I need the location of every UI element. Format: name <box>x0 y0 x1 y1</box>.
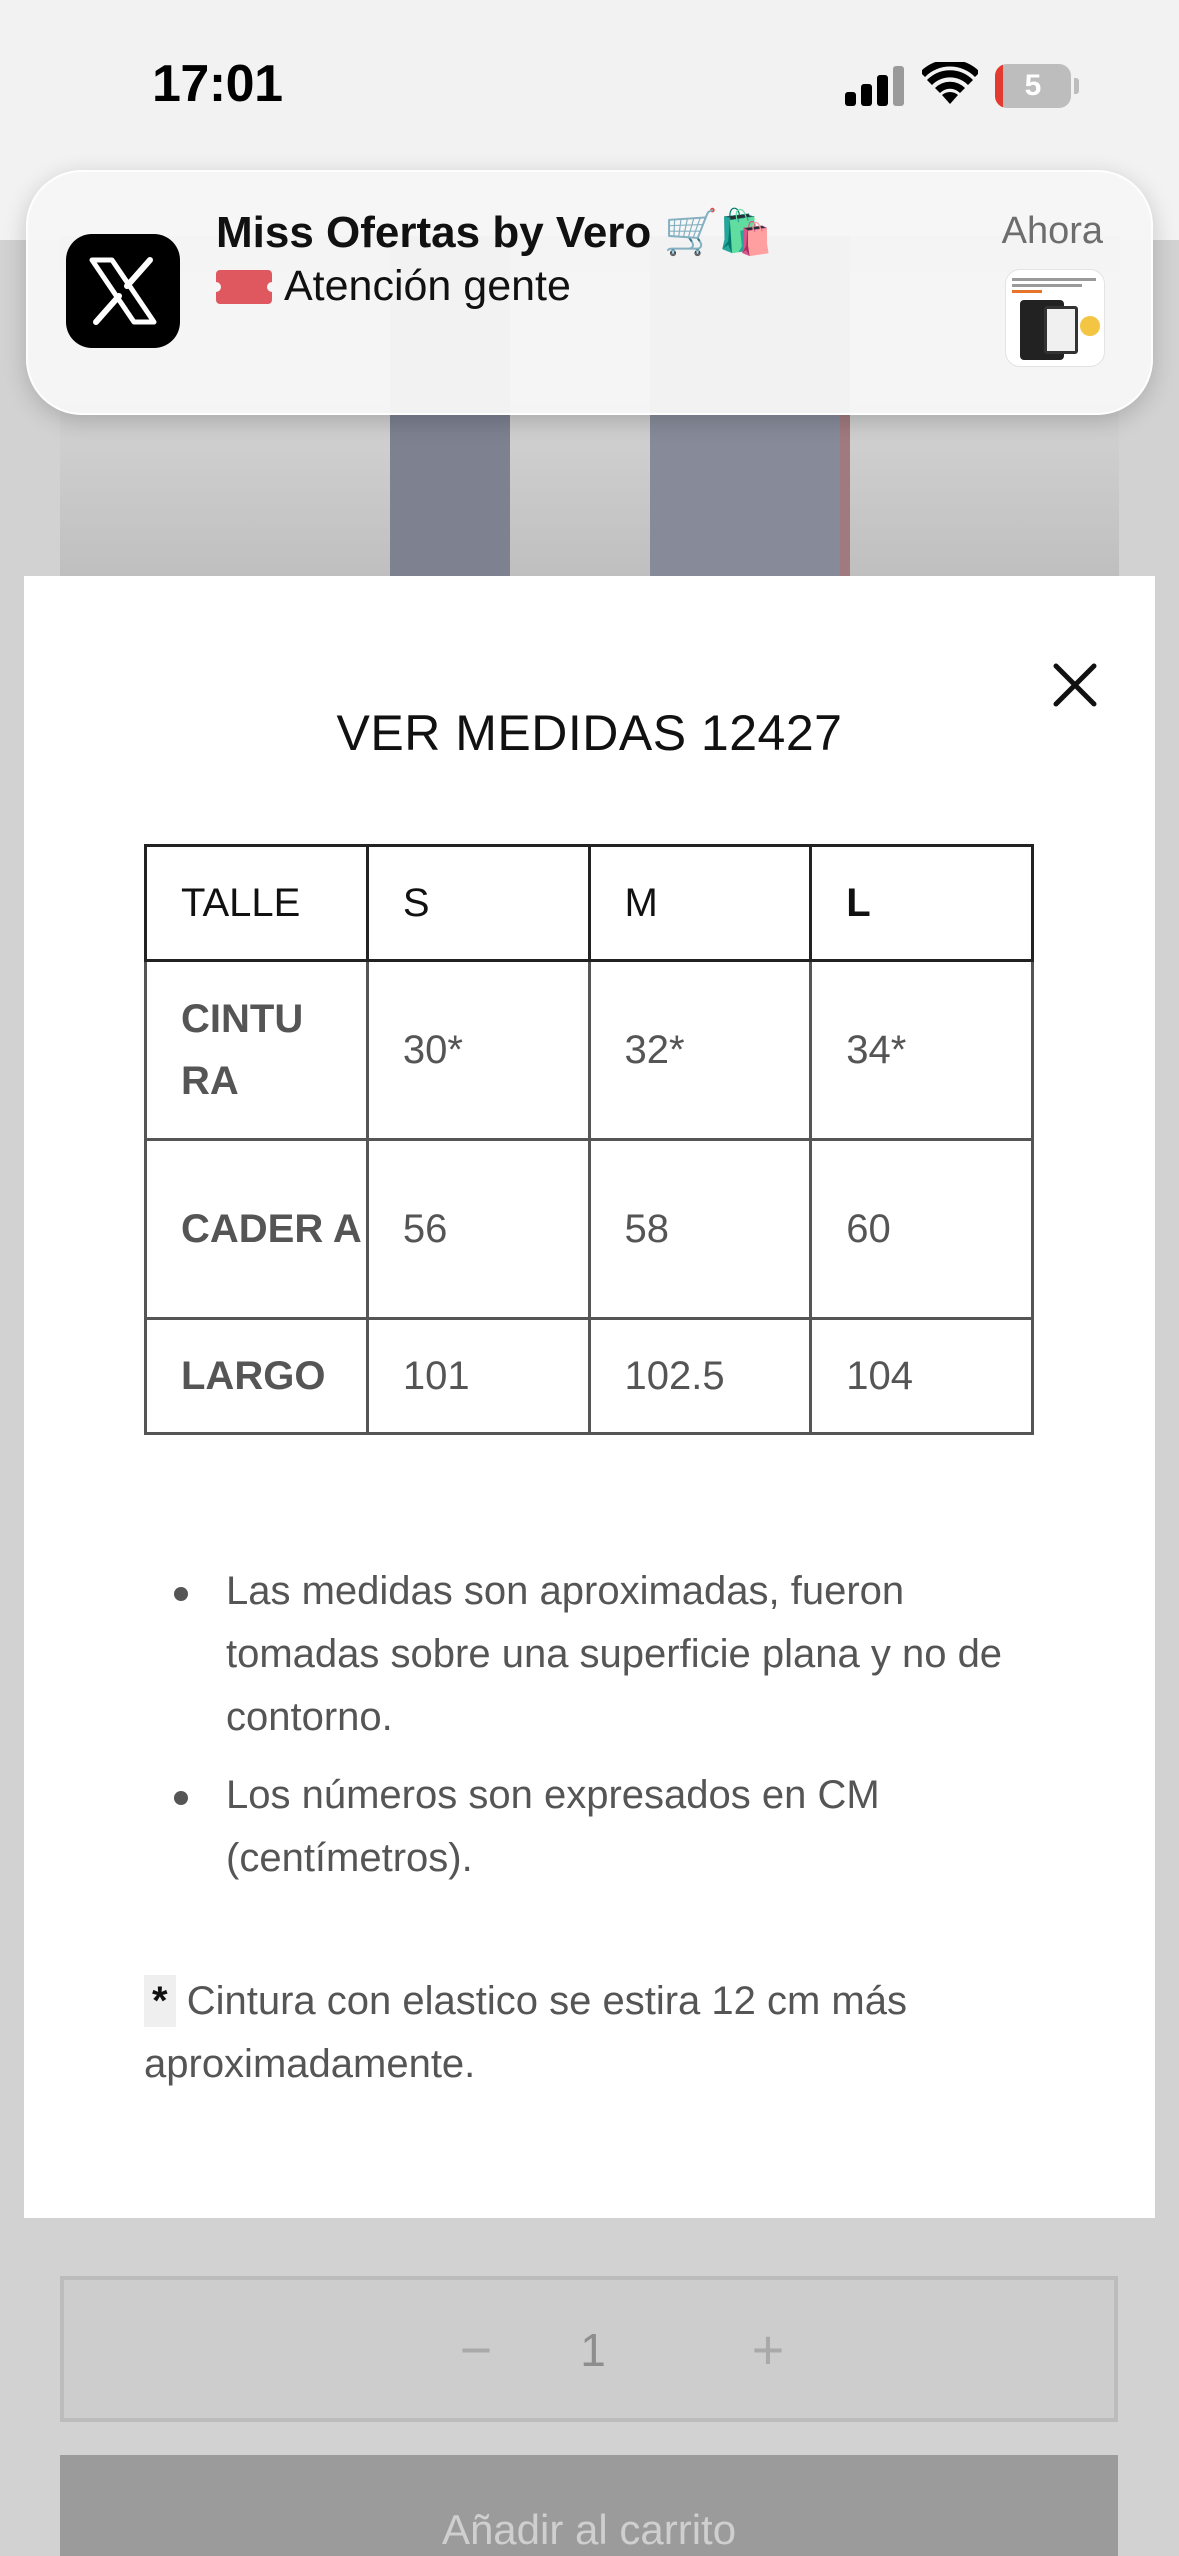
table-cell: 104 <box>811 1319 1033 1434</box>
measurement-notes <box>144 1560 1064 1905</box>
table-header-cell: M <box>589 846 811 961</box>
notification-sender: Miss Ofertas by Vero <box>216 208 652 257</box>
admit-one-ticket-icon <box>216 270 272 304</box>
thumbnail-text-line <box>1012 278 1096 281</box>
table-cell: 60 <box>811 1140 1033 1319</box>
notification-title <box>216 206 773 258</box>
quantity-value[interactable]: 1 <box>580 2324 606 2376</box>
increase-quantity-button[interactable]: + <box>751 2318 785 2381</box>
wifi-icon <box>922 62 978 106</box>
footnote-text: Cintura con elastico se estira 12 cm más aproximadamente. <box>144 1979 907 2086</box>
table-row <box>146 1140 1033 1319</box>
thumbnail-price-tag <box>1012 290 1042 293</box>
battery-icon <box>995 64 1079 110</box>
note-item: Los números son expresados en CM (centímetros). <box>144 1764 1064 1890</box>
table-header-row <box>146 846 1033 961</box>
table-cell: 34* <box>811 961 1033 1140</box>
table-cell: 101 <box>367 1319 589 1434</box>
row-label-cintura: CINTU RA <box>146 961 368 1140</box>
table-row <box>146 1319 1033 1434</box>
notification-time: Ahora <box>1001 210 1103 252</box>
notification-message: Atención gente <box>284 262 571 310</box>
note-item: Las medidas son aproximadas, fueron tomadas sobre una superficie plana y no de contorno. <box>144 1560 1064 1749</box>
table-cell: 32* <box>589 961 811 1140</box>
size-table <box>144 844 1034 1435</box>
table-cell: 30* <box>367 961 589 1140</box>
table-cell: 58 <box>589 1140 811 1319</box>
battery-level: 5 <box>1024 69 1042 102</box>
table-header-cell: S <box>367 846 589 961</box>
add-to-cart-button[interactable]: Añadir al carrito <box>60 2455 1118 2556</box>
table-row <box>146 961 1033 1140</box>
quantity-stepper <box>60 2276 1118 2422</box>
table-cell: 56 <box>367 1140 589 1319</box>
battery-body <box>995 64 1071 108</box>
row-label-largo: LARGO <box>146 1319 368 1434</box>
kindle-screen-icon <box>1044 306 1078 354</box>
status-bar <box>0 0 1179 170</box>
modal-title: VER MEDIDAS 12427 <box>336 705 843 761</box>
table-cell: 102.5 <box>589 1319 811 1434</box>
thumbnail-text-line <box>1012 284 1082 287</box>
size-chart-modal <box>24 576 1155 2218</box>
footnote-asterisk: * <box>144 1975 176 2027</box>
decrease-quantity-button[interactable]: − <box>459 2318 493 2381</box>
notification-banner[interactable] <box>26 170 1153 415</box>
shopping-emoji-icon: 🛒🛍️ <box>663 207 774 258</box>
notification-body <box>216 262 571 311</box>
elastic-footnote <box>144 1970 1064 2096</box>
status-time: 17:01 <box>152 55 283 113</box>
cellular-signal-icon <box>845 66 907 106</box>
notification-thumbnail <box>1006 270 1104 366</box>
table-header-cell: L <box>811 846 1033 961</box>
table-header-cell: TALLE <box>146 846 368 961</box>
battery-cap <box>1074 78 1079 94</box>
pointing-hand-icon <box>1080 316 1100 336</box>
x-logo-icon <box>66 234 180 348</box>
row-label-cadera: CADER A <box>146 1140 368 1319</box>
